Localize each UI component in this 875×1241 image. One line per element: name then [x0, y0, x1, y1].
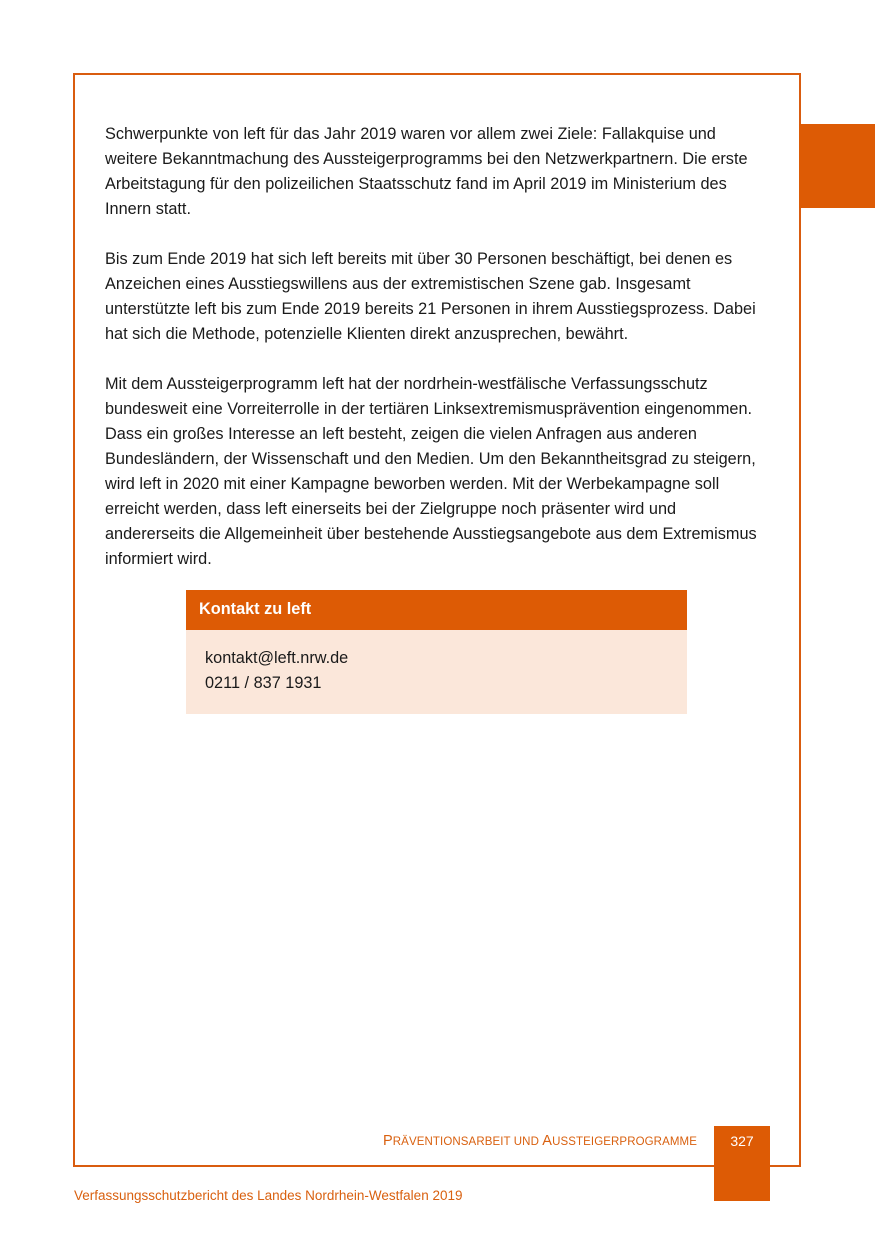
contact-box-title: Kontakt zu left	[186, 590, 687, 630]
chapter-tab-marker	[799, 124, 875, 208]
body-text	[105, 122, 770, 597]
section-title-cap-2: A	[542, 1133, 553, 1149]
section-title	[383, 1130, 697, 1152]
section-title-cap-1: P	[383, 1133, 393, 1149]
paragraph-3: Mit dem Aussteigerprogramm left hat der nordrhein-westfälische Verfassungsschutz bundesweit eine Vorreiterrolle in der tertiären Linksextremismusprävention eingenommen. Dass ein großes Interesse an left besteht, zeigen die vielen Anfragen aus anderen Bundesländern, der Wissenschaft und den Medien. Um den Bekanntheitsgrad zu steigern, wird left in 2020 mit einer Kampagne beworben werden. Mit der Werbekampagne soll erreicht werden, dass left einerseits bei der Zielgruppe noch präsenter wird und andererseits die Allgemeinheit über bestehende Ausstiegsangebote aus dem Extremismus informiert wird.	[105, 375, 757, 568]
paragraph-2: Bis zum Ende 2019 hat sich left bereits mit über 30 Personen beschäftigt, bei denen es Anzeichen eines Ausstiegswillens aus der extremistischen Szene gab. Insgesamt unterstützte left bis zum Ende 2019 bereits 21 Personen in ihrem Ausstiegsprozess. Dabei hat sich die Methode, potenzielle Klienten direkt anzusprechen, bewährt.	[105, 250, 756, 343]
contact-box	[186, 590, 687, 714]
section-title-rest-1: RÄVENTIONSARBEIT UND	[392, 1136, 543, 1148]
paragraph-1: Schwerpunkte von left für das Jahr 2019 waren vor allem zwei Ziele: Fallakquise und weitere Bekanntmachung des Aussteigerprogramms bei den Netzwerkpartnern. Die erste Arbeitstagung für den polizeilichen Staatsschutz fand im April 2019 im Ministerium des Innern statt.	[105, 125, 748, 218]
section-title-rest-2: USSTEIGERPROGRAMME	[552, 1136, 697, 1148]
page-number: 327	[730, 1133, 754, 1149]
page-number-box	[714, 1126, 770, 1201]
contact-email[interactable]: kontakt@left.nrw.de	[205, 649, 349, 667]
contact-phone[interactable]: 0211 / 837 1931	[205, 674, 322, 692]
contact-box-body	[186, 630, 687, 696]
publication-title: Verfassungsschutzbericht des Landes Nordrhein-Westfalen 2019	[74, 1188, 463, 1203]
